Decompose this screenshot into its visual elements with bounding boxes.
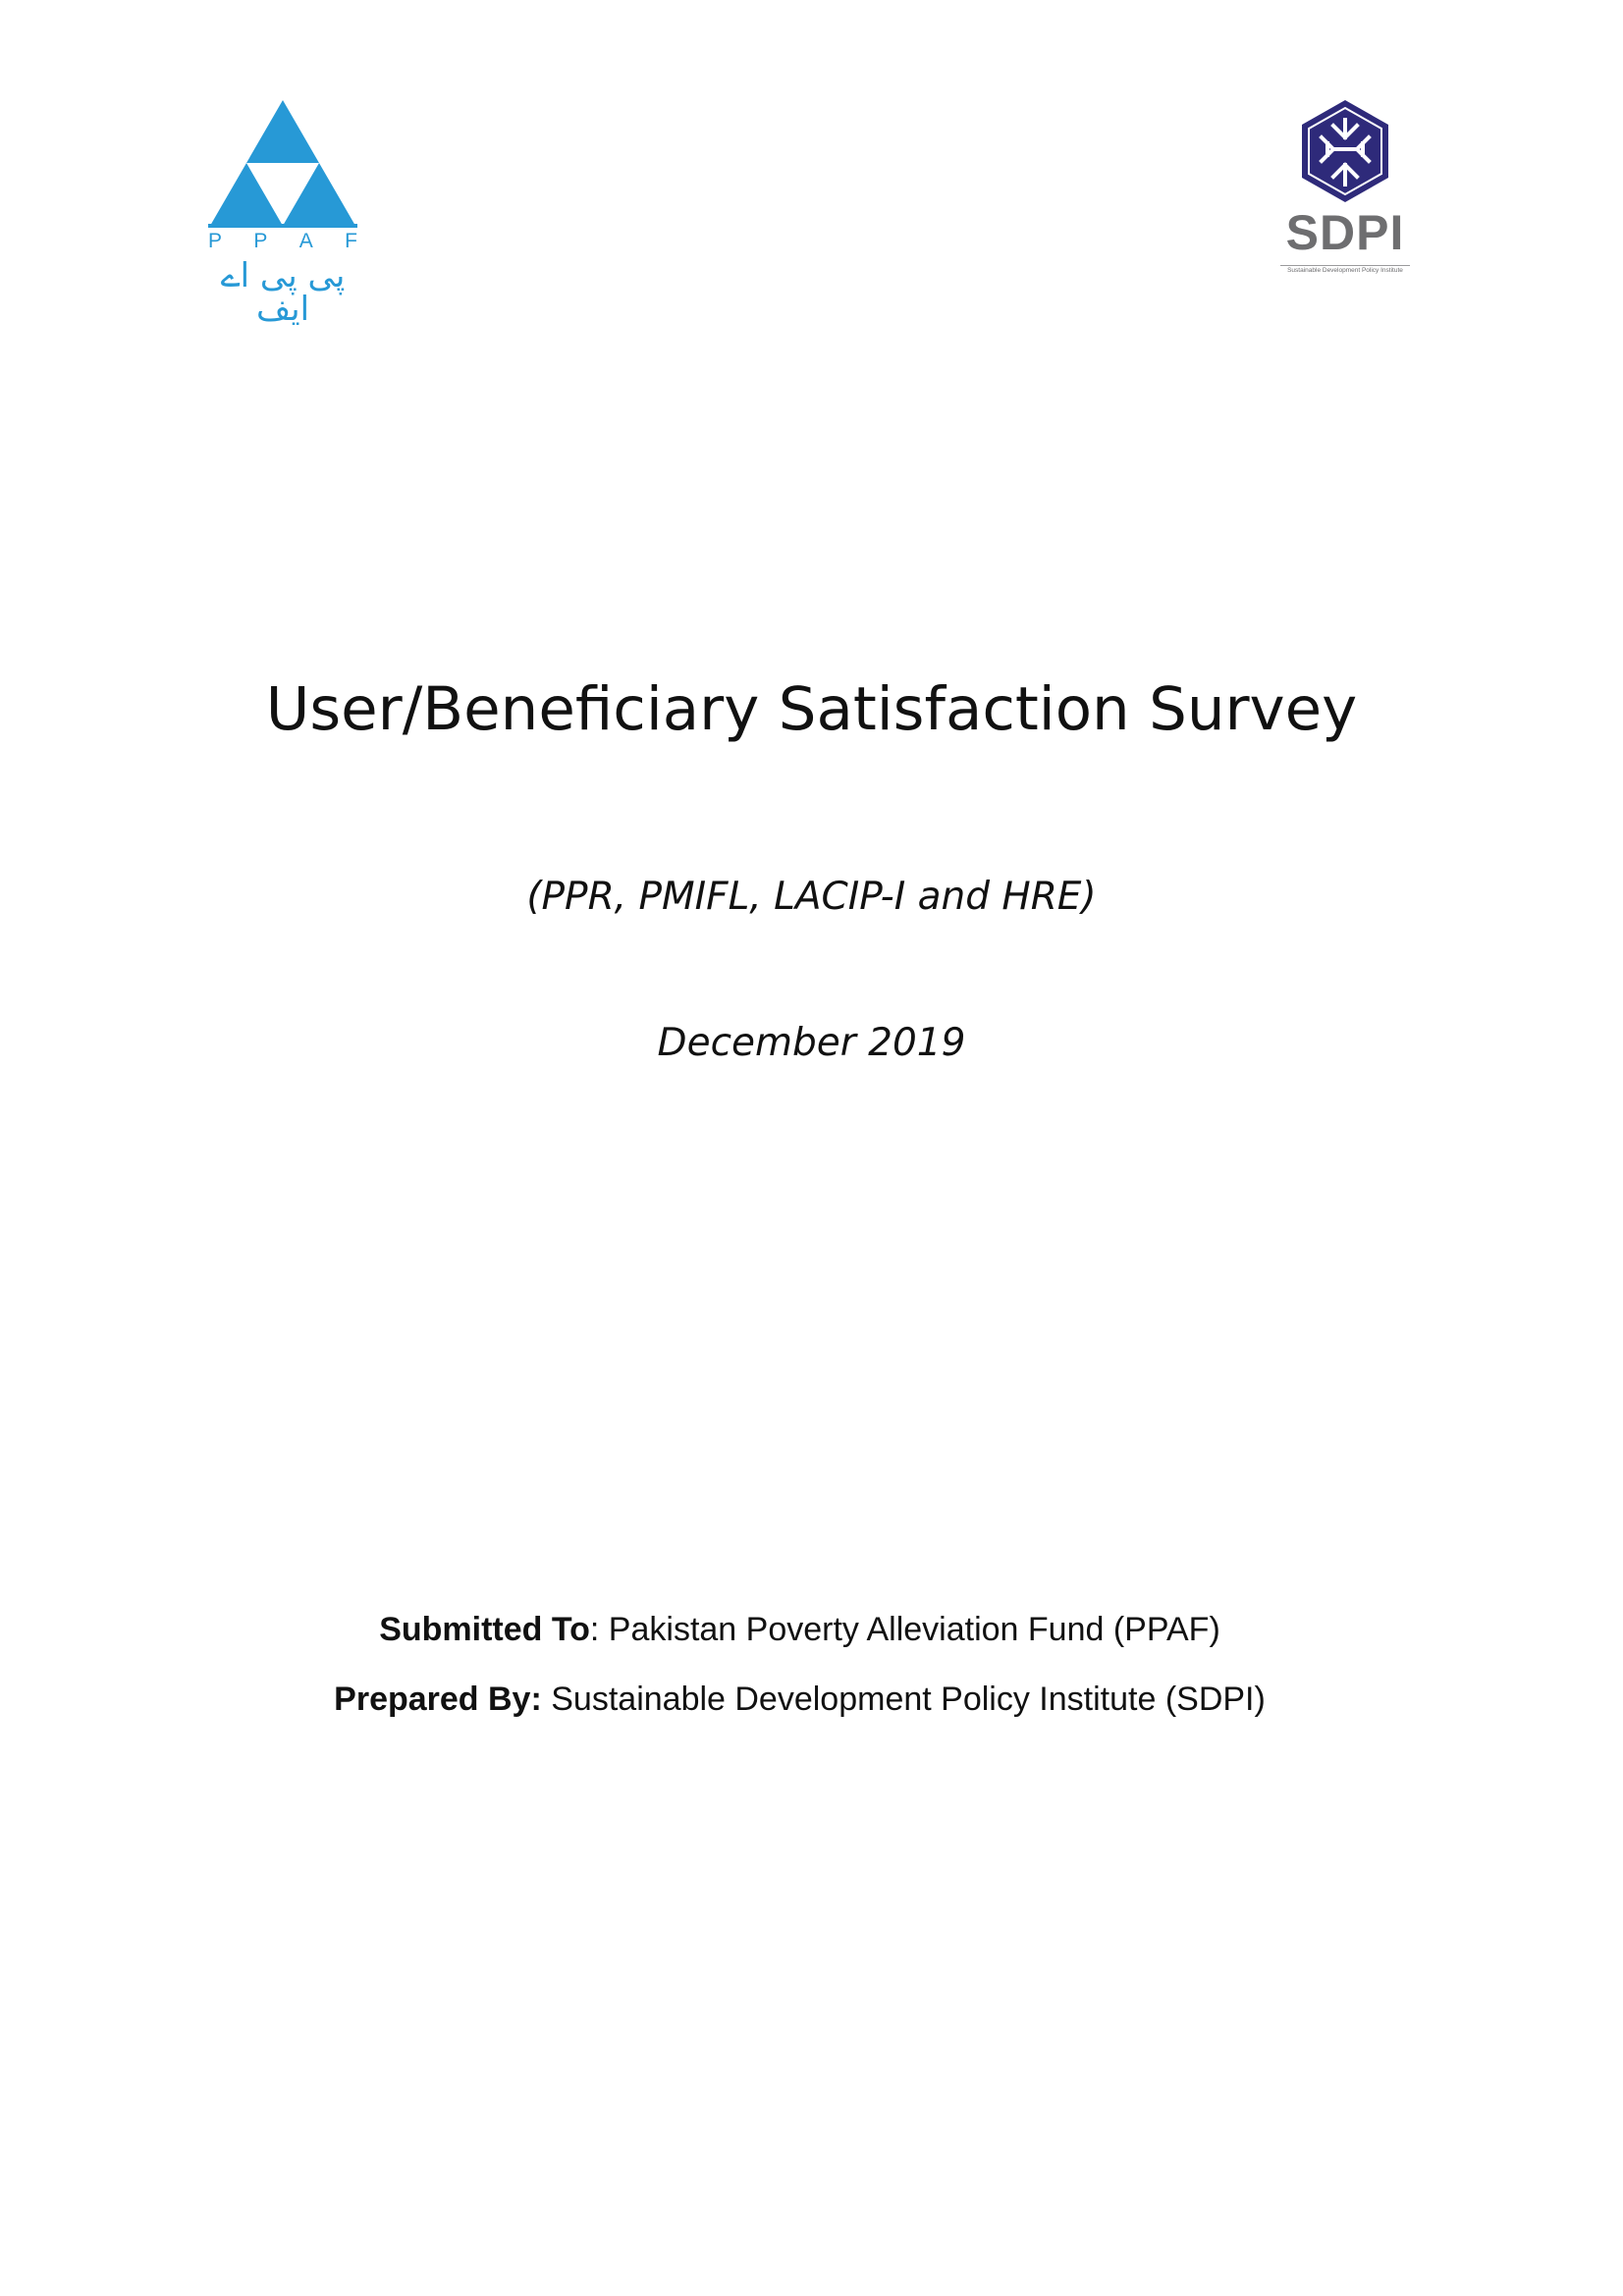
ppaf-letters (208, 230, 357, 253)
submitted-to-value: Pakistan Poverty Alleviation Fund (PPAF) (608, 1611, 1220, 1648)
report-title: User/Beneficiary Satisfaction Survey (265, 674, 1358, 744)
submitted-to-label: Submitted To (379, 1611, 590, 1648)
submitted-to-line (0, 1610, 1611, 1650)
ppaf-letter: P (253, 230, 268, 252)
prepared-by-line (0, 1680, 1611, 1720)
sdpi-wordmark: SDPI (1285, 205, 1405, 260)
prepared-by-label: Prepared By: (334, 1681, 542, 1718)
prepared-by-separator (542, 1681, 551, 1718)
report-subtitle: (PPR, PMIFL, LACIP-I and HRE) (526, 875, 1097, 919)
submitted-to-separator: : (589, 1611, 609, 1648)
ppaf-urdu-name: پی پی اے ایف (220, 256, 346, 329)
sdpi-logo (1276, 98, 1414, 285)
ppaf-letter: A (298, 230, 313, 252)
prepared-by-value: Sustainable Development Policy Institute (SDPI) (551, 1681, 1266, 1718)
ppaf-letter: F (345, 230, 357, 252)
ppaf-letter: P (208, 230, 223, 252)
sdpi-tagline: Sustainable Development Policy Institute (1280, 265, 1410, 274)
report-date: December 2019 (657, 1021, 966, 1065)
ppaf-triangle-icon (208, 98, 357, 228)
sdpi-emblem-icon (1298, 98, 1392, 204)
ppaf-logo (208, 98, 365, 329)
